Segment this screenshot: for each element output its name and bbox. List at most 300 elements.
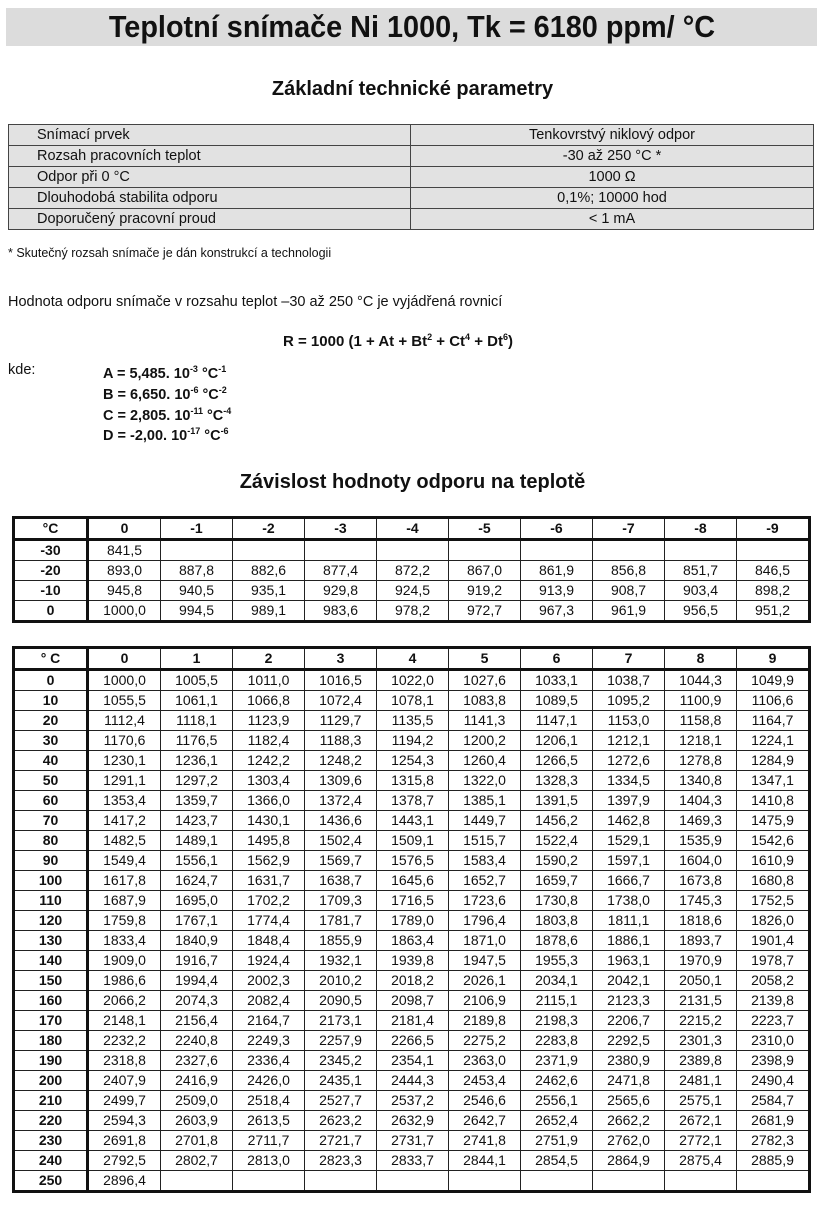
resistance-value: 1673,8 [665,871,737,891]
resistance-value: 1509,1 [377,831,449,851]
resistance-value: 2594,3 [88,1111,161,1131]
formula-part: + Dt [470,333,503,350]
resistance-value: 2565,6 [593,1091,665,1111]
table-row [14,1151,810,1171]
resistance-value: 919,2 [449,581,521,601]
parameter-label: Rozsah pracovních teplot [9,146,411,167]
resistance-value: 1372,4 [305,791,377,811]
resistance-value: 882,6 [233,561,305,581]
resistance-value: 935,1 [233,581,305,601]
resistance-value: 961,9 [593,601,665,622]
resistance-value: 2453,4 [449,1071,521,1091]
resistance-value: 2672,1 [665,1111,737,1131]
resistance-value: 887,8 [161,561,233,581]
row-temperature: 250 [14,1171,88,1192]
parameter-value: -30 až 250 °C * [411,146,814,167]
resistance-value: 1818,6 [665,911,737,931]
resistance-value: 2098,7 [377,991,449,1011]
column-header: 3 [305,648,377,670]
formula-exponent: 4 [465,332,471,342]
formula-exponent: 2 [427,332,433,342]
resistance-value: 2701,8 [161,1131,233,1151]
resistance-value: 940,5 [161,581,233,601]
resistance-value: 1123,9 [233,711,305,731]
resistance-value: 898,2 [737,581,810,601]
table-row [14,1171,810,1192]
resistance-value: 1939,8 [377,951,449,971]
resistance-value: 2318,8 [88,1051,161,1071]
resistance-value: 1848,4 [233,931,305,951]
resistance-value: 1224,1 [737,731,810,751]
resistance-value [377,540,449,561]
parameter-row [9,167,814,188]
resistance-value: 989,1 [233,601,305,622]
resistance-value: 1272,6 [593,751,665,771]
column-header: 2 [233,648,305,670]
resistance-value: 2148,1 [88,1011,161,1031]
resistance-value: 2398,9 [737,1051,810,1071]
resistance-value: 1833,4 [88,931,161,951]
row-temperature: 60 [14,791,88,811]
row-temperature: 170 [14,1011,88,1031]
resistance-value: 2164,7 [233,1011,305,1031]
resistance-value: 2802,7 [161,1151,233,1171]
row-temperature: 80 [14,831,88,851]
resistance-value: 2275,2 [449,1031,521,1051]
table-row [14,670,810,691]
table-row [14,751,810,771]
row-temperature: 10 [14,691,88,711]
resistance-value: 2691,8 [88,1131,161,1151]
resistance-value: 1254,3 [377,751,449,771]
resistance-value: 2721,7 [305,1131,377,1151]
constant-unit-exponent: -6 [220,426,229,437]
resistance-value: 1027,6 [449,670,521,691]
resistance-value: 2181,4 [377,1011,449,1031]
resistance-value: 1610,9 [737,851,810,871]
resistance-value: 1556,1 [161,851,233,871]
resistance-value: 1863,4 [377,931,449,951]
resistance-value: 1061,1 [161,691,233,711]
resistance-value: 2206,7 [593,1011,665,1031]
resistance-value: 2018,2 [377,971,449,991]
resistance-value: 1878,6 [521,931,593,951]
row-temperature: 0 [14,601,88,622]
resistance-value: 2603,9 [161,1111,233,1131]
resistance-value: 1303,4 [233,771,305,791]
resistance-value: 2711,7 [233,1131,305,1151]
resistance-value: 2833,7 [377,1151,449,1171]
resistance-value: 1469,3 [665,811,737,831]
table-row [14,581,810,601]
row-temperature: 220 [14,1111,88,1131]
resistance-value: 1759,8 [88,911,161,931]
resistance-value: 951,2 [737,601,810,622]
resistance-value: 1044,3 [665,670,737,691]
constant-unit: °C [200,428,221,445]
resistance-formula [283,332,513,350]
resistance-value: 2751,9 [521,1131,593,1151]
resistance-value: 1022,0 [377,670,449,691]
resistance-value: 1955,3 [521,951,593,971]
resistance-value: 1590,2 [521,851,593,871]
table-row [14,1031,810,1051]
resistance-value: 2481,1 [665,1071,737,1091]
parameter-value: < 1 mA [411,209,814,230]
resistance-value: 2223,7 [737,1011,810,1031]
resistance-value: 1709,3 [305,891,377,911]
resistance-value: 1738,0 [593,891,665,911]
resistance-value: 2537,2 [377,1091,449,1111]
resistance-value: 1449,7 [449,811,521,831]
resistance-value: 2389,8 [665,1051,737,1071]
constant-line [103,423,231,444]
row-temperature: 130 [14,931,88,951]
table-row [14,1111,810,1131]
constant-text: C = 2,805. 10 [103,407,191,424]
resistance-value [161,540,233,561]
resistance-value [449,1171,521,1192]
row-temperature: 240 [14,1151,88,1171]
row-temperature: 0 [14,670,88,691]
resistance-value: 1522,4 [521,831,593,851]
table-row [14,771,810,791]
column-header: 5 [449,648,521,670]
resistance-value: 2058,2 [737,971,810,991]
resistance-value: 1645,6 [377,871,449,891]
resistance-value: 846,5 [737,561,810,581]
row-temperature: 140 [14,951,88,971]
resistance-value: 1631,7 [233,871,305,891]
table-row [14,1091,810,1111]
resistance-value: 1624,7 [161,871,233,891]
column-header: 4 [377,648,449,670]
resistance-value: 2074,3 [161,991,233,1011]
resistance-value: 2026,1 [449,971,521,991]
resistance-value: 2844,1 [449,1151,521,1171]
resistance-value: 2556,1 [521,1091,593,1111]
table-row [14,991,810,1011]
resistance-value: 1078,1 [377,691,449,711]
resistance-value [305,1171,377,1192]
resistance-value: 1141,3 [449,711,521,731]
resistance-value: 2034,1 [521,971,593,991]
resistance-value: 1334,5 [593,771,665,791]
resistance-value: 1475,9 [737,811,810,831]
resistance-value: 2662,2 [593,1111,665,1131]
resistance-value: 1617,8 [88,871,161,891]
resistance-value: 1811,1 [593,911,665,931]
table-row [14,561,810,581]
resistance-value: 2509,0 [161,1091,233,1111]
section-title-resistance: Závislost hodnoty odporu na teplotě [239,471,586,493]
resistance-value: 2527,7 [305,1091,377,1111]
resistance-value [665,540,737,561]
resistance-value: 1242,2 [233,751,305,771]
resistance-value: 1297,2 [161,771,233,791]
resistance-value: 1033,1 [521,670,593,691]
resistance-value [593,540,665,561]
resistance-value: 1212,1 [593,731,665,751]
resistance-value: 1752,5 [737,891,810,911]
resistance-value [377,1171,449,1192]
row-temperature: 100 [14,871,88,891]
resistance-value [521,540,593,561]
resistance-value: 2518,4 [233,1091,305,1111]
resistance-value [521,1171,593,1192]
resistance-value: 1038,7 [593,670,665,691]
resistance-value: 2173,1 [305,1011,377,1031]
resistance-value: 2435,1 [305,1071,377,1091]
table-row [14,691,810,711]
constant-exponent: -3 [189,364,198,374]
column-header: 0 [88,518,161,540]
resistance-value: 1680,8 [737,871,810,891]
resistance-value: 1803,8 [521,911,593,931]
resistance-value: 1016,5 [305,670,377,691]
resistance-value: 1106,6 [737,691,810,711]
equation-intro: Hodnota odporu snímače v rozsahu teplot –30 až 250 °C je vyjádřená rovnicí [8,294,503,310]
resistance-value: 956,5 [665,601,737,622]
resistance-value: 1549,4 [88,851,161,871]
resistance-value [737,540,810,561]
section-title-parameters: Základní technické parametry [271,78,554,100]
table-row [14,851,810,871]
constant-text: D = -2,00. 10 [103,428,188,445]
resistance-value: 2380,9 [593,1051,665,1071]
resistance-value: 2813,0 [233,1151,305,1171]
resistance-value: 1194,2 [377,731,449,751]
resistance-value: 1410,8 [737,791,810,811]
resistance-value: 1462,8 [593,811,665,831]
resistance-value: 1206,1 [521,731,593,751]
resistance-value: 2354,1 [377,1051,449,1071]
resistance-value: 1767,1 [161,911,233,931]
row-temperature: 90 [14,851,88,871]
resistance-value: 1066,8 [233,691,305,711]
resistance-value: 1100,9 [665,691,737,711]
resistance-value: 1359,7 [161,791,233,811]
resistance-value [449,540,521,561]
resistance-value: 1347,1 [737,771,810,791]
formula-exponent: 6 [503,332,509,342]
resistance-value: 1188,3 [305,731,377,751]
resistance-value: 2292,5 [593,1031,665,1051]
resistance-table-positive [12,646,811,1193]
resistance-value: 851,7 [665,561,737,581]
resistance-value: 2156,4 [161,1011,233,1031]
resistance-value: 861,9 [521,561,593,581]
resistance-value: 1170,6 [88,731,161,751]
resistance-value: 2823,3 [305,1151,377,1171]
resistance-value: 1542,6 [737,831,810,851]
resistance-value: 1112,4 [88,711,161,731]
resistance-value: 1164,7 [737,711,810,731]
resistance-value: 867,0 [449,561,521,581]
table-row [14,1011,810,1031]
temperature-unit-header: ° C [14,648,88,670]
resistance-value: 2345,2 [305,1051,377,1071]
resistance-value: 1855,9 [305,931,377,951]
resistance-value: 1978,7 [737,951,810,971]
resistance-value: 2336,4 [233,1051,305,1071]
resistance-value: 2632,9 [377,1111,449,1131]
constants-list [103,361,231,444]
resistance-value: 2772,1 [665,1131,737,1151]
resistance-value: 1182,4 [233,731,305,751]
resistance-value: 1366,0 [233,791,305,811]
resistance-value: 2864,9 [593,1151,665,1171]
formula-part: ) [508,333,514,350]
resistance-value: 841,5 [88,540,161,561]
temperature-unit-header: °C [14,518,88,540]
resistance-value: 2371,9 [521,1051,593,1071]
resistance-value: 1378,7 [377,791,449,811]
column-header: -6 [521,518,593,540]
resistance-value: 2652,4 [521,1111,593,1131]
resistance-value: 2240,8 [161,1031,233,1051]
resistance-value: 1328,3 [521,771,593,791]
resistance-value: 1970,9 [665,951,737,971]
resistance-value: 1597,1 [593,851,665,871]
resistance-value: 1095,2 [593,691,665,711]
formula-part: + Ct [432,333,466,350]
table-row [14,831,810,851]
resistance-table-negative [12,516,811,623]
resistance-value: 1502,4 [305,831,377,851]
resistance-value: 2875,4 [665,1151,737,1171]
resistance-value: 1893,7 [665,931,737,951]
resistance-value: 1260,4 [449,751,521,771]
resistance-value: 1397,9 [593,791,665,811]
resistance-value: 924,5 [377,581,449,601]
row-temperature: -10 [14,581,88,601]
resistance-value: 2762,0 [593,1131,665,1151]
resistance-value: 2426,0 [233,1071,305,1091]
constant-text: A = 5,485. 10 [103,365,190,382]
resistance-value: 1315,8 [377,771,449,791]
resistance-value: 1916,7 [161,951,233,971]
resistance-value: 2642,7 [449,1111,521,1131]
constant-unit-exponent: -2 [218,384,227,395]
table-row [14,891,810,911]
resistance-value: 913,9 [521,581,593,601]
resistance-value: 1716,5 [377,891,449,911]
resistance-value: 1871,0 [449,931,521,951]
resistance-value: 1535,9 [665,831,737,851]
resistance-value: 1576,5 [377,851,449,871]
resistance-value: 2416,9 [161,1071,233,1091]
table-row [14,931,810,951]
resistance-value: 1994,4 [161,971,233,991]
resistance-value: 1309,6 [305,771,377,791]
resistance-value: 2546,6 [449,1091,521,1111]
constant-unit: °C [198,386,219,403]
resistance-value [161,1171,233,1192]
resistance-value: 1604,0 [665,851,737,871]
resistance-value: 1924,4 [233,951,305,971]
constant-unit: °C [197,365,219,382]
column-header: -1 [161,518,233,540]
resistance-value: 1730,8 [521,891,593,911]
constant-unit-exponent: -4 [223,405,232,416]
constant-line [103,403,231,424]
resistance-value: 1218,1 [665,731,737,751]
parameter-row [9,209,814,230]
resistance-value: 2123,3 [593,991,665,1011]
constant-text: B = 6,650. 10 [103,386,191,403]
resistance-value: 2363,0 [449,1051,521,1071]
where-label: kde: [8,362,36,378]
resistance-value: 1291,1 [88,771,161,791]
resistance-value: 1702,2 [233,891,305,911]
resistance-value: 983,6 [305,601,377,622]
resistance-value: 2499,7 [88,1091,161,1111]
resistance-value: 978,2 [377,601,449,622]
resistance-value: 1248,2 [305,751,377,771]
parameter-label: Doporučený pracovní proud [9,209,411,230]
resistance-value: 972,7 [449,601,521,622]
resistance-value: 2575,1 [665,1091,737,1111]
resistance-value: 1278,8 [665,751,737,771]
resistance-value: 2681,9 [737,1111,810,1131]
table-row [14,540,810,561]
resistance-value [233,540,305,561]
resistance-value: 1000,0 [88,601,161,622]
column-header: 6 [521,648,593,670]
row-temperature: 50 [14,771,88,791]
resistance-value: 1353,4 [88,791,161,811]
constant-unit: °C [202,407,224,424]
row-temperature: 210 [14,1091,88,1111]
resistance-value: 2462,6 [521,1071,593,1091]
resistance-value: 1230,1 [88,751,161,771]
resistance-value: 2327,6 [161,1051,233,1071]
resistance-value: 1055,5 [88,691,161,711]
row-temperature: 230 [14,1131,88,1151]
resistance-value: 1947,5 [449,951,521,971]
resistance-value: 994,5 [161,601,233,622]
parameter-label: Odpor při 0 °C [9,167,411,188]
resistance-value: 2741,8 [449,1131,521,1151]
resistance-value: 872,2 [377,561,449,581]
parameter-value: 0,1%; 10000 hod [411,188,814,209]
resistance-value: 1840,9 [161,931,233,951]
column-header: 8 [665,648,737,670]
resistance-value: 1322,0 [449,771,521,791]
resistance-value: 1153,0 [593,711,665,731]
resistance-value: 1417,2 [88,811,161,831]
resistance-value: 1909,0 [88,951,161,971]
resistance-value: 1489,1 [161,831,233,851]
resistance-value: 1529,1 [593,831,665,851]
resistance-value: 1158,8 [665,711,737,731]
resistance-value: 1495,8 [233,831,305,851]
resistance-value: 2444,3 [377,1071,449,1091]
resistance-value: 929,8 [305,581,377,601]
row-temperature: 40 [14,751,88,771]
resistance-value: 2310,0 [737,1031,810,1051]
column-header: -7 [593,518,665,540]
resistance-value: 1404,3 [665,791,737,811]
column-header: -8 [665,518,737,540]
resistance-value: 1129,7 [305,711,377,731]
footnote: * Skutečný rozsah snímače je dán konstrukcí a technologii [8,246,332,260]
resistance-value: 1723,6 [449,891,521,911]
resistance-value: 1745,3 [665,891,737,911]
table-row [14,731,810,751]
resistance-value: 945,8 [88,581,161,601]
